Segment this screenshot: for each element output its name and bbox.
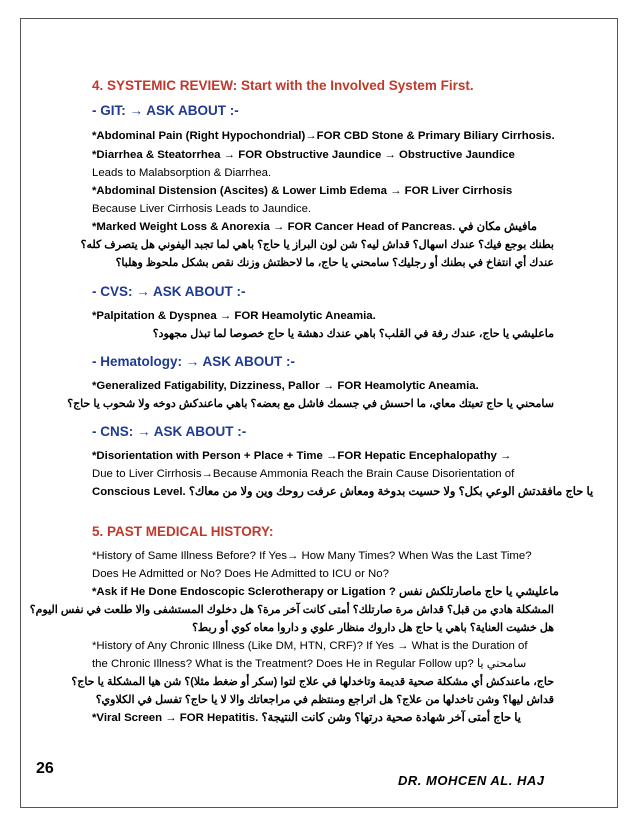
text-line: بطنك بوجع فيك؟ عندك اسهال؟ قداش ليه؟ شن لون البراز يا حاج؟ باهي لما تجبد اليفوني هل يتصرف كله؟ [80,239,554,251]
text-line: - GIT: → ASK ABOUT :- [92,103,239,118]
text-line: - Hematology: → ASK ABOUT :- [92,354,295,369]
text-line: *Abdominal Distension (Ascites) & Lower Limb Edema → FOR Liver Cirrhosis [92,185,513,197]
text-line: Because Liver Cirrhosis Leads to Jaundice. [92,203,312,215]
author-signature: DR. MOHCEN AL. HAJ [398,773,545,788]
text-line: the Chronic Illness? What is the Treatment? Does He in Regular Follow up? سامحني يا [92,658,527,670]
text-line: هل خشيت العناية؟ باهي يا حاج هل داروك منظار علوي و داروا معاه كوي أو ربط؟ [192,622,554,634]
text-line: سامحني يا حاج تعبتك معاي، ما احسش في جسمك فاشل مع بعضه؟ باهي ماعندكش دوخه ولا شحوب يا حاج؟ [67,398,554,410]
text-line: Due to Liver Cirrhosis→Because Ammonia Reach the Brain Cause Disorientation of [92,468,515,480]
text-line: *Ask if He Done Endoscopic Sclerotherapy or Ligation ? ماعليشي يا حاج ماصارتلكش نفس [92,586,559,598]
text-line: *Marked Weight Loss & Anorexia → FOR Cancer Head of Pancreas. مافيش مكان في [92,221,537,233]
text-line: حاج، ماعندكش أي مشكلة صحية قديمة وتاخدلها في علاج لتوا (سكر أو ضغط مثلا)؟ شن هيا المشكلة يا حاج؟ [71,676,554,688]
text-line: Leads to Malabsorption & Diarrhea. [92,167,272,179]
text-line: ماعليشي يا حاج، عندك رفة في القلب؟ باهي عندك دهشة يا حاج خصوصا لما تبذل مجهود؟ [152,328,554,340]
text-line: قداش ليها؟ وشن تاخدلها من علاج؟ هل اتراجع ومنتظم في مراجعاتك والا لا يا حاج؟ تفسل في الكلاوي؟ [95,694,554,706]
text-line: - CVS: → ASK ABOUT :- [92,284,246,299]
text-line: *History of Any Chronic Illness (Like DM, HTN, CRF)? If Yes → What is the Duration of [92,640,528,652]
text-line: *History of Same Illness Before? If Yes→ How Many Times? When Was the Last Time? [92,550,532,562]
text-line: عندك أي انتفاخ في بطنك أو رجليك؟ سامحني يا حاج، ما لاحظتش وزنك نقص بشكل ملحوظ وهلبا؟ [115,257,554,269]
text-line: *Viral Screen → FOR Hepatitis. يا حاج أمتى آخر شهادة صحية درتها؟ وشن كانت النتيجة؟ [92,712,521,724]
text-line: Conscious Level. يا حاج مافقدتش الوعي بكل؟ ولا حسيت بدوخة ومعاش عرفت روحك وين ولا من معاك؟ [92,486,594,498]
text-line: *Disorientation with Person + Place + Time →FOR Hepatic Encephalopathy → [92,450,512,462]
text-line: Does He Admitted or No? Does He Admitted to ICU or No? [92,568,389,580]
text-line: - CNS: → ASK ABOUT :- [92,424,247,439]
text-line: *Palpitation & Dyspnea → FOR Heamolytic Aneamia. [92,310,376,322]
text-line: المشكلة هادي من قبل؟ قداش مرة صارتلك؟ أمتى كانت آخر مرة؟ هل دخلوك المستشفى والا طلعت في نفس اليوم؟ [29,604,554,616]
text-line: *Generalized Fatigability, Dizziness, Pallor → FOR Heamolytic Aneamia. [92,380,479,392]
text-line: *Diarrhea & Steatorrhea → FOR Obstructive Jaundice → Obstructive Jaundice [92,149,515,161]
page-number: 26 [36,760,54,777]
text-line: 4. SYSTEMIC REVIEW: Start with the Involved System First. [92,78,474,93]
text-line: 5. PAST MEDICAL HISTORY: [92,524,274,539]
text-line: *Abdominal Pain (Right Hypochondrial)→FOR CBD Stone & Primary Biliary Cirrhosis. [92,130,555,142]
